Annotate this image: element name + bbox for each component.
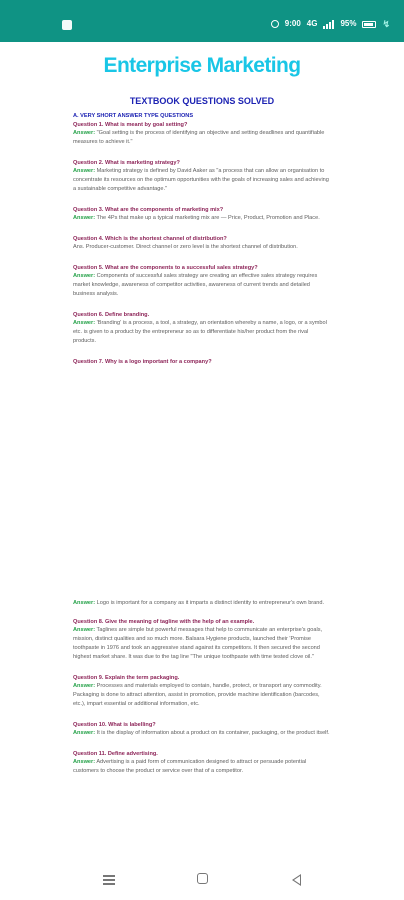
answer-text: The 4Ps that make up a typical marketing mix are — Price, Product, Promotion and Place. [96, 215, 320, 221]
qa-item [73, 121, 331, 147]
qa-item [73, 311, 331, 346]
question: Question 11. Define advertising. [73, 751, 158, 757]
answer-text: "Goal setting is the process of identifying an objective and setting deadlines and quantifiable measures to achieve it." [73, 130, 325, 145]
network-label: 4G [306, 19, 318, 28]
question: Question 5. What are the components to a successful sales strategy? [73, 265, 258, 271]
answer-text: Components of successful sales strategy are creating an effective sales strategy requires market knowledge, awareness of competitor activities, awareness of current trends and detailed business analysis. [73, 273, 318, 297]
answer-label: Answer: [73, 683, 96, 689]
question: Question 9. Explain the term packaging. [73, 675, 180, 681]
answer-label: Answer: [73, 215, 96, 221]
qa-item [73, 721, 331, 738]
section-heading: A. VERY SHORT ANSWER TYPE QUESTIONS [73, 113, 194, 119]
recent-apps-button[interactable] [101, 871, 119, 889]
answer-text: Logo is important for a company as it imparts a distinct identity to entrepreneur's own brand. [96, 600, 325, 606]
charging-icon: ↯ [382, 19, 390, 29]
question: Question 8. Give the meaning of tagline with the help of an example. [73, 619, 255, 625]
back-button[interactable] [287, 871, 305, 889]
answer-label: Answer: [73, 130, 96, 136]
answer-label: Answer: [73, 600, 96, 606]
answer-text: Processes and materials employed to contain, handle, protect, or transport any commodity. Packaging is done to attract attention, assist in promotion, provide machine identification (barcodes, etc.), impart essential or additional information, etc. [73, 683, 322, 707]
answer-label: Answer: [73, 168, 96, 174]
qa-item [73, 618, 331, 662]
answer-text: Taglines are simple but powerful messages that help to communicate an enterprise's goals, mission, distinct qualities and so much more. Balsara Hygiene products, launched their 'Promise toothpaste in 1976 and took an aggressive stand against its competitors. It then secured the second highest market share. It was due to the tag line "The unique toothpaste with time tested clove oil." [73, 627, 323, 660]
signal-icon [323, 20, 334, 29]
answer-label: Answer: [73, 273, 96, 279]
question: Question 7. Why is a logo important for a company? [73, 359, 212, 365]
alarm-icon [271, 20, 279, 28]
status-indicators [271, 18, 390, 30]
question: Question 6. Define branding. [73, 312, 150, 318]
blank-space [73, 366, 331, 599]
qa-item [73, 235, 331, 252]
answer-label: Answer: [73, 759, 96, 765]
question: Question 4. Which is the shortest channel of distribution? [73, 236, 227, 242]
answer-text: Marketing strategy is defined by David Aaker as "a process that can allow an organisation to concentrate its resources on the optimum opportunities with the goals of increasing sales and achieving a sustainable competitive advantage." [73, 168, 329, 192]
question: Question 10. What is labelling? [73, 722, 156, 728]
answer-label: Answer: [73, 627, 96, 633]
qa-item [73, 206, 331, 223]
status-time: 9:00 [284, 19, 301, 28]
qa-item [73, 358, 331, 608]
document-title: TEXTBOOK QUESTIONS SOLVED [129, 96, 275, 106]
qa-item [73, 159, 331, 194]
question: Question 1. What is meant by goal setting? [73, 122, 188, 128]
answer-text: 'Branding' is a process, a tool, a strategy, an orientation whereby a name, a logo, or a symbol etc. is given to a product by the entrepreneur so as to differentiate his/her product from the rival products. [73, 320, 327, 344]
qa-item [73, 264, 331, 299]
answer-label: Answer: [73, 730, 96, 736]
answer-text: It is the display of information about a product on its container, packaging, or the product itself. [96, 730, 330, 736]
notification-icon [62, 20, 72, 30]
question: Question 3. What are the components of marketing mix? [73, 207, 224, 213]
battery-percent: 95% [340, 19, 357, 28]
qa-item [73, 674, 331, 709]
answer-text: Ans. Producer-customer. Direct channel or zero level is the shortest channel of distribution. [73, 244, 298, 250]
answer-text: Advertising is a paid form of communication designed to attract or persuade potential customers to choose the product or service over that of a competitor. [73, 759, 307, 774]
question: Question 2. What is marketing strategy? [73, 160, 180, 166]
status-bar [0, 0, 404, 42]
brand-title: Enterprise Marketing [103, 54, 301, 77]
battery-icon [362, 21, 376, 28]
navigation-bar [0, 862, 404, 900]
qa-item [73, 750, 331, 776]
document-page [73, 96, 331, 788]
answer-label: Answer: [73, 320, 96, 326]
home-button[interactable] [195, 871, 213, 889]
